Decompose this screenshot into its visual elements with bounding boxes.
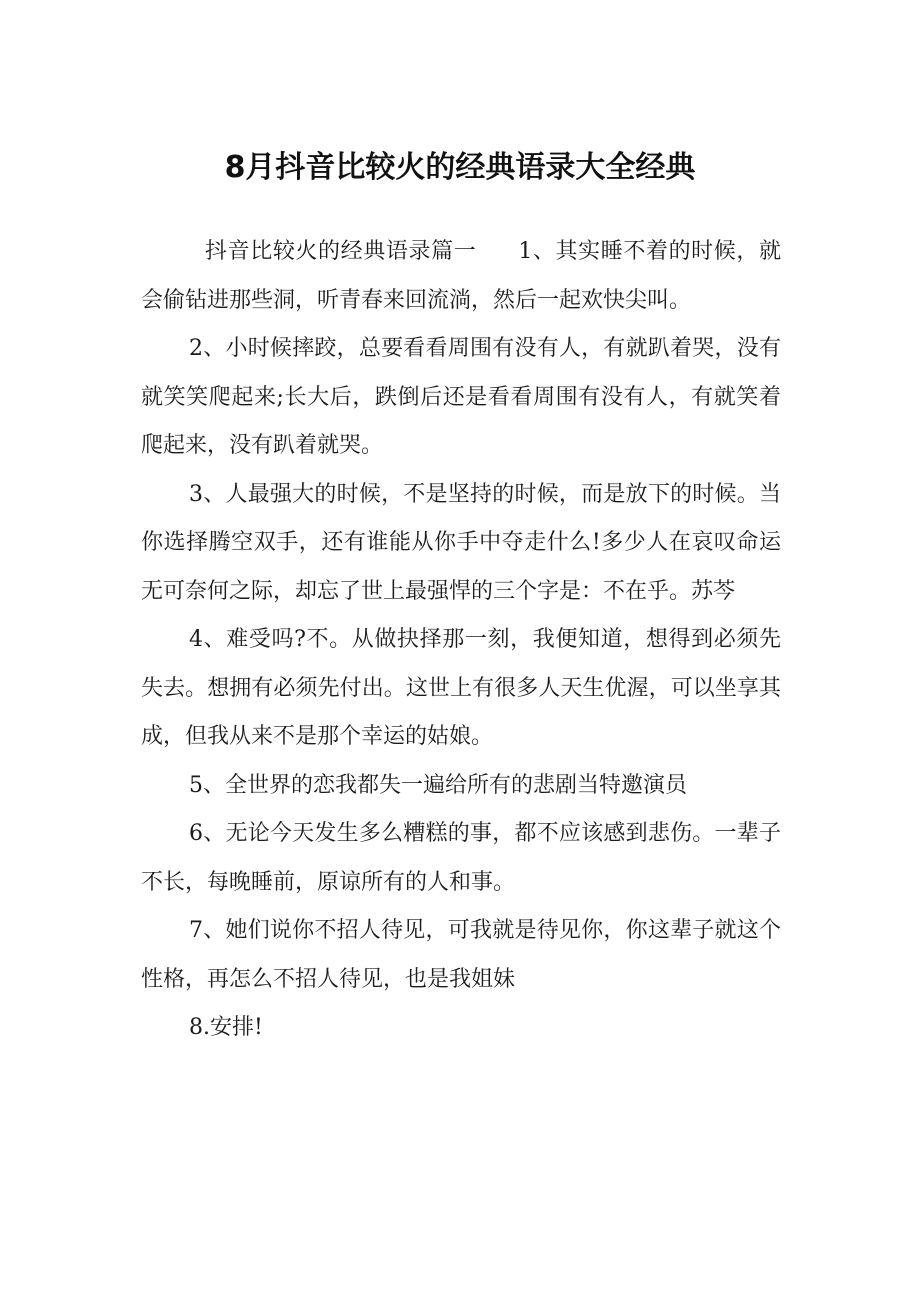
section-heading: 抖音比较火的经典语录篇一 xyxy=(205,239,477,264)
paragraph-6: 6、无论今天发生多么糟糕的事，都不应该感到悲伤。一辈子不长，每晚睡前，原谅所有的人和事。 xyxy=(141,821,781,895)
document-title: 8月抖音比较火的经典语录大全经典 xyxy=(224,150,696,185)
paragraph-7: 7、她们说你不招人待见，可我就是待见你，你这辈子就这个性格，再怎么不招人待见，也是我姐妹 xyxy=(141,918,781,992)
paragraph-4: 4、难受吗?不。从做抉择那一刻，我便知道，想得到必须先失去。想拥有必须先付出。这世上有很多人天生优渥，可以坐享其成，但我从来不是那个幸运的姑娘。 xyxy=(141,627,781,749)
quote-text: 1、其实睡不着的时候，就会偷钻进那些洞，听青春来回流淌，然后一起欢快尖叫。 xyxy=(141,239,781,313)
paragraph-1 xyxy=(141,228,781,325)
paragraph-3: 3、人最强大的时候，不是坚持的时候，而是放下的时候。当你选择腾空双手，还有谁能从你手中夺走什么!多少人在哀叹命运无可奈何之际，却忘了世上最强悍的三个字是：不在乎。苏芩 xyxy=(141,481,781,604)
paragraph-8: 8.安排! xyxy=(189,1015,263,1040)
paragraph-2: 2、小时候摔跤，总要看看周围有没有人，有就趴着哭，没有就笑笑爬起来;长大后，跌倒后还是看看周围有没有人，有就笑着爬起来，没有趴着就哭。 xyxy=(141,336,781,458)
document-body xyxy=(141,228,781,1053)
paragraph-5: 5、全世界的恋我都失一遍给所有的悲剧当特邀演员 xyxy=(189,772,687,798)
